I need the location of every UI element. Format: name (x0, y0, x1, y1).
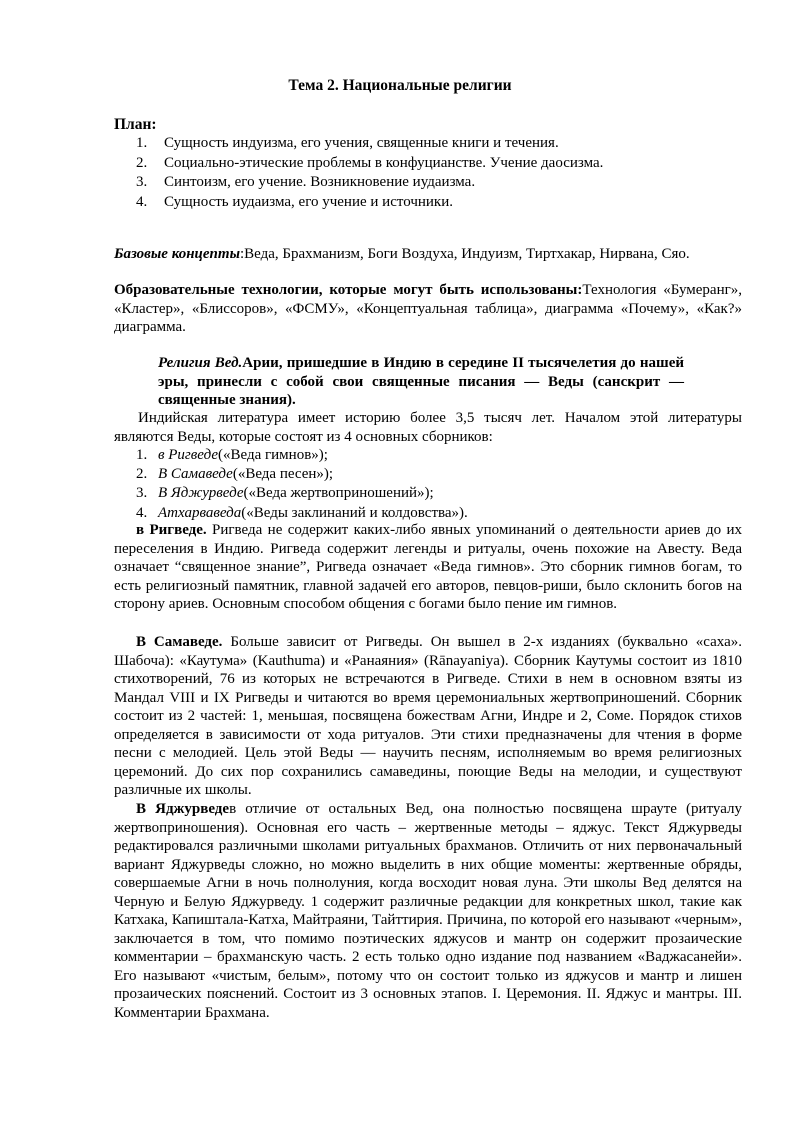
technologies-label: Образовательные технологии, которые могут быть использованы: (114, 282, 583, 298)
plan-item-text: Сущность иудаизма, его учение и источники. (164, 193, 453, 210)
intro-text: Арии, пришедшие в Индию в середине II тысячелетия до нашей эры, принесли с собой свои священные писания — Веды (санскрит — священные знания). (158, 355, 684, 408)
veda-number: 2. (136, 466, 148, 483)
veda-desc: («Веды заклинаний и колдовства»). (241, 504, 468, 521)
plan-item-text: Сущность индуизма, его учения, священные книги и течения. (164, 135, 559, 151)
veda-number: 1. (136, 447, 148, 463)
plan-heading: План: (114, 116, 157, 133)
paragraph-yajurveda (114, 800, 742, 1022)
plan-item-text: Синтоизм, его учение. Возникновение иудаизма. (164, 174, 476, 190)
veda-name: в Ригведе (158, 447, 218, 463)
veda-item (136, 484, 736, 503)
veda-number: 4. (136, 504, 148, 521)
base-concepts-label: Базовые концепты (114, 246, 240, 262)
yajurveda-text: в отличие от остальных Вед, она полностью посвящена шрауте (ритуалу жертвоприношения). Основная его часть – жертвенные методы – яджус. Текст Яджурведы редактировался различными школами ритуальных брахманов. Отличить от них первоначальный вариант Яджурведы сложно, но можно выделить в них общие моменты: жертвенные обряды, совершаемые Агни в ночь полнолуния, когда восходит новая луна. Эти школы Вед делятся на Черную и Белую Яджурведу. 1 содержит различные редакции для конкретных школ, такие как Катхака, Капиштала-Катха, Майтраяни, Тайттирия. Причина, по которой его называют «черным», заключается в том, что помимо поэтических яджусов и мантр он содержит прозаические комментарии – брахманскую часть. 2 есть только одно издание под названием «Ваджасанейи». Его называют «чистым, белым», потому что он состоит только из яджусов и мантр и лишен прозаических пояснений. Состоит из 3 основных этапов. I. Церемония. II. Яджус и мантры. III. Комментарии Брахмана. (114, 801, 743, 1021)
base-concepts (114, 245, 742, 264)
veda-desc: («Веда жертвоприношений»); (243, 485, 434, 502)
veda-desc: («Веда гимнов»); (218, 447, 328, 463)
rigveda-label: в Ригведе. (136, 522, 207, 538)
yajurveda-label: В Яджурведе (136, 801, 230, 817)
veda-name: Атхарваведа (158, 504, 242, 521)
plan-item-text: Социально-этические проблемы в конфуцианстве. Учение даосизма. (164, 154, 604, 171)
samaveda-text: Больше зависит от Ригведы. Он вышел в 2-х изданиях (буквально «саха». Шабоча): «Каутума» (Kauthuma) и «Ранаяния» (Rānayaniya). Сборник Каутумы состоит из 1810 стихотворений, 76 из которых не встречаются в Ригведе. Стихи в нем в основном взяты из Мандал VIII и IX Ригведы и читаются во время церемониальных жертвоприношений. Сборник состоит из 2 частей: 1, меньшая, посвящена божествам Агни, Индре и 2, Соме. Порядок стихов определяется в зависимости от хода ритуалов. Эти стихи предназначены для чтения в форме песни с мелодией. Цель этой Веды — научить песням, исполняемым во время религиозных церемоний. До сих пор сохранились самаведины, поющие Веды на мелодии, и существуют различные их школы. (114, 634, 742, 798)
educational-technologies (114, 281, 742, 337)
samaveda-label: В Самаведе. (136, 634, 223, 650)
base-concepts-text: :Веда, Брахманизм, Боги Воздуха, Индуизм, Тиртхакар, Нирвана, Сяо. (239, 246, 690, 262)
intro-label: Религия Вед. (158, 355, 243, 371)
rigveda-text: Ригведа не содержит каких-либо явных упоминаний о деятельности ариев до их переселения в Индию. Ригведа содержит легенды и ритуалы, очень похожие на Авесту. Веда означает “священное знание”, Ригведа означает «Веда гимнов». Это сборник гимнов богам, то есть религиозный памятник, главной задачей его авторов, певцов-риши, было склонить богов на сторону ариев. Основным способом общения с богами было пение им гимнов. (114, 522, 742, 612)
veda-name: В Яджурведе (158, 485, 244, 502)
plan-item-number: 3. (136, 174, 148, 190)
plan-item (136, 193, 746, 213)
technologies-text: Технология «Бумеранг», «Кластер», «Блиссоров», «ФСМУ», «Концептуальная таблица», диаграмма «Почему», «Как?» диаграмма. (114, 282, 742, 335)
plan-item (136, 134, 746, 154)
plan-item (136, 173, 746, 193)
veda-item (136, 465, 736, 484)
veda-desc: («Веда песен»); (232, 466, 334, 483)
page-title: Тема 2. Национальные религии (288, 77, 512, 94)
paragraph-literature: Индийская литература имеет историю более 3,5 тысяч лет. Началом этой литературы являются Веды, которые состоят из 4 основных сборников: (114, 410, 742, 445)
plan-item-number: 4. (136, 193, 148, 210)
plan-item (136, 154, 746, 174)
plan-item-number: 2. (136, 154, 148, 171)
plan-list (136, 134, 746, 212)
vedic-religion-intro (158, 354, 684, 410)
veda-item (136, 446, 736, 465)
veda-name: В Самаведе (158, 466, 233, 483)
vedas-list (136, 446, 736, 523)
veda-number: 3. (136, 485, 148, 502)
paragraph-rigveda (114, 521, 742, 614)
plan-item-number: 1. (136, 135, 148, 151)
veda-item (136, 504, 736, 523)
paragraph-samaveda (114, 633, 742, 800)
